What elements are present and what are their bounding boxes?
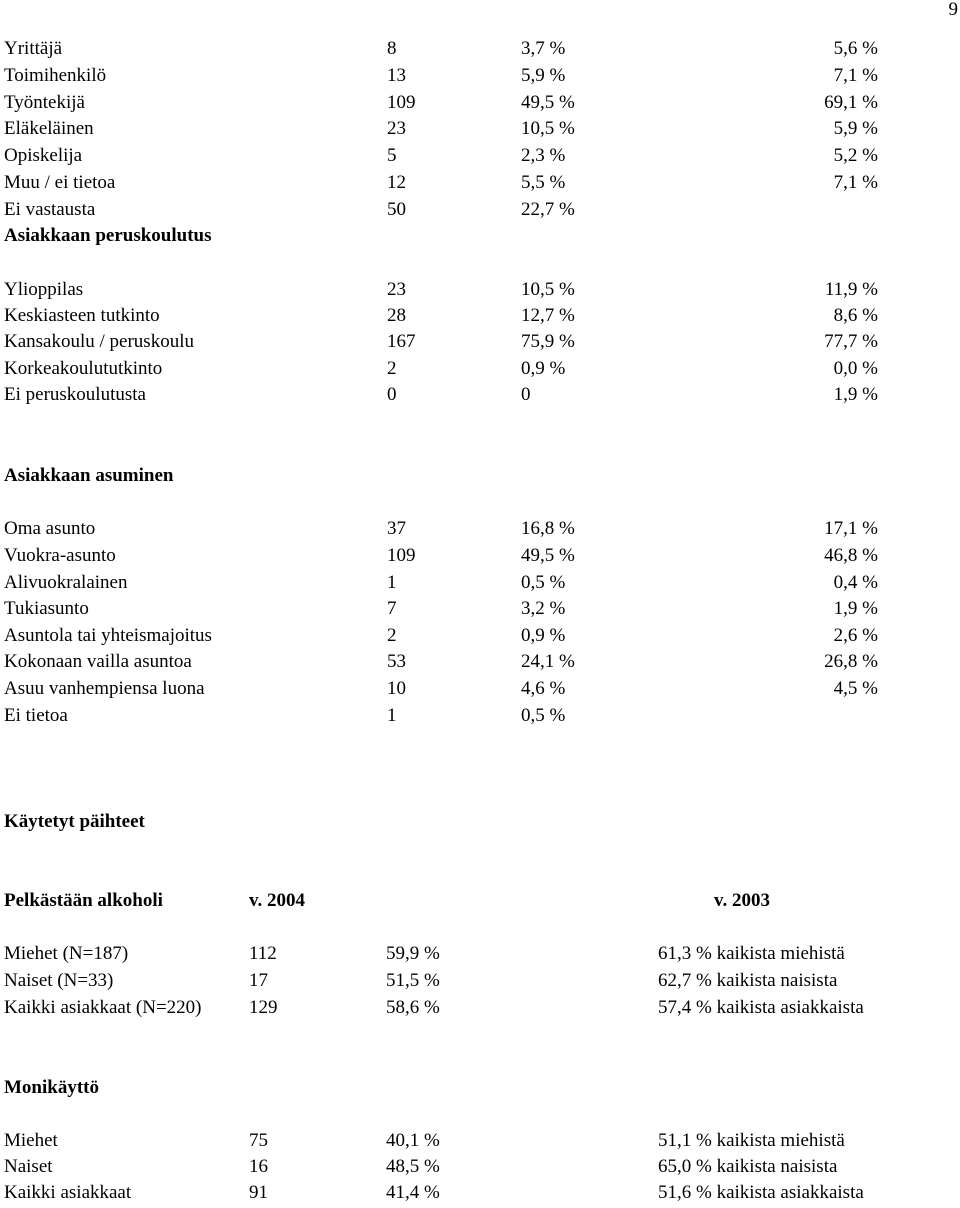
table-row: [0, 517, 960, 541]
row-percent: 0,9 %: [521, 358, 566, 379]
row-compare: 1,9 %: [833, 384, 878, 405]
table-row: [0, 704, 960, 728]
row-count: 28: [387, 305, 406, 326]
row-compare: 46,8 %: [824, 545, 878, 566]
row-compare: 26,8 %: [824, 651, 878, 672]
row-label: Miehet (N=187): [4, 943, 129, 964]
row-compare: 0,0 %: [833, 358, 878, 379]
row-label: Keskiasteen tutkinto: [4, 305, 160, 326]
row-count: 109: [387, 545, 416, 566]
row-percent: 3,7 %: [521, 38, 566, 59]
year-previous: v. 2003: [714, 890, 770, 911]
table-row: [0, 37, 960, 61]
row-label: Ei peruskoulutusta: [4, 384, 146, 405]
table-row: [0, 117, 960, 141]
row-percent: 51,5 %: [386, 970, 440, 991]
row-percent: 48,5 %: [386, 1156, 440, 1177]
row-percent: 3,2 %: [521, 598, 566, 619]
alcohol-heading: Pelkästään alkoholi: [4, 890, 163, 911]
row-count: 0: [387, 384, 397, 405]
row-percent: 2,3 %: [521, 145, 566, 166]
table-row: [0, 677, 960, 701]
row-percent: 41,4 %: [386, 1182, 440, 1203]
row-percent: 0: [521, 384, 531, 405]
row-label: Kokonaan vailla asuntoa: [4, 651, 192, 672]
row-compare: 4,5 %: [833, 678, 878, 699]
table-row: [0, 942, 960, 966]
row-count: 167: [387, 331, 416, 352]
row-compare: 69,1 %: [824, 92, 878, 113]
row-label: Kansakoulu / peruskoulu: [4, 331, 194, 352]
row-count: 8: [387, 38, 397, 59]
table-row: [0, 1155, 960, 1179]
row-count: 50: [387, 199, 406, 220]
row-label: Eläkeläinen: [4, 118, 94, 139]
row-count: 17: [249, 970, 268, 991]
table-row: [0, 304, 960, 328]
row-compare: 57,4 % kaikista asiakkaista: [658, 997, 864, 1018]
row-label: Yrittäjä: [4, 38, 63, 59]
row-count: 53: [387, 651, 406, 672]
row-label: Työntekijä: [4, 92, 85, 113]
row-label: Ylioppilas: [4, 279, 84, 300]
row-compare: 2,6 %: [833, 625, 878, 646]
row-count: 13: [387, 65, 406, 86]
table-row: [0, 624, 960, 648]
row-label: Vuokra-asunto: [4, 545, 116, 566]
row-label: Ei vastausta: [4, 199, 96, 220]
table-row: [0, 198, 960, 222]
row-percent: 49,5 %: [521, 92, 575, 113]
year-current: v. 2004: [249, 890, 305, 911]
row-percent: 4,6 %: [521, 678, 566, 699]
row-compare: 8,6 %: [833, 305, 878, 326]
row-compare: 7,1 %: [833, 65, 878, 86]
row-percent: 75,9 %: [521, 331, 575, 352]
row-compare: 5,6 %: [833, 38, 878, 59]
table-row: [0, 330, 960, 354]
table-row: [0, 171, 960, 195]
row-count: 129: [249, 997, 278, 1018]
row-percent: 24,1 %: [521, 651, 575, 672]
row-count: 2: [387, 625, 397, 646]
row-label: Naiset (N=33): [4, 970, 114, 991]
table-row: [0, 383, 960, 407]
table-row: [0, 1129, 960, 1153]
row-compare: 51,1 % kaikista miehistä: [658, 1130, 845, 1151]
row-label: Tukiasunto: [4, 598, 89, 619]
row-count: 91: [249, 1182, 268, 1203]
substances-heading: Käytetyt päihteet: [4, 811, 145, 832]
row-compare: 77,7 %: [824, 331, 878, 352]
row-compare: 1,9 %: [833, 598, 878, 619]
multi-use-heading: Monikäyttö: [4, 1077, 99, 1098]
education-heading: Asiakkaan peruskoulutus: [4, 225, 212, 246]
table-row: [0, 357, 960, 381]
row-label: Muu / ei tietoa: [4, 172, 116, 193]
table-row: [0, 571, 960, 595]
row-label: Naiset: [4, 1156, 53, 1177]
row-label: Asuu vanhempiensa luona: [4, 678, 205, 699]
row-percent: 12,7 %: [521, 305, 575, 326]
table-row: [0, 64, 960, 88]
row-count: 23: [387, 279, 406, 300]
table-row: [0, 91, 960, 115]
row-compare: 7,1 %: [833, 172, 878, 193]
row-compare: 11,9 %: [824, 279, 878, 300]
row-compare: 61,3 % kaikista miehistä: [658, 943, 845, 964]
row-label: Korkeakoulututkinto: [4, 358, 163, 379]
table-row: [0, 969, 960, 993]
row-percent: 40,1 %: [386, 1130, 440, 1151]
row-percent: 49,5 %: [521, 545, 575, 566]
row-percent: 5,5 %: [521, 172, 566, 193]
row-count: 23: [387, 118, 406, 139]
table-row: [0, 278, 960, 302]
row-label: Toimihenkilö: [4, 65, 107, 86]
row-percent: 5,9 %: [521, 65, 566, 86]
row-compare: 17,1 %: [824, 518, 878, 539]
row-label: Miehet: [4, 1130, 58, 1151]
row-percent: 10,5 %: [521, 279, 575, 300]
row-percent: 0,5 %: [521, 572, 566, 593]
row-percent: 16,8 %: [521, 518, 575, 539]
row-count: 37: [387, 518, 406, 539]
row-percent: 22,7 %: [521, 199, 575, 220]
row-label: Kaikki asiakkaat (N=220): [4, 997, 202, 1018]
row-count: 1: [387, 572, 397, 593]
row-percent: 10,5 %: [521, 118, 575, 139]
row-count: 1: [387, 705, 397, 726]
row-count: 12: [387, 172, 406, 193]
row-label: Asuntola tai yhteismajoitus: [4, 625, 212, 646]
row-label: Alivuokralainen: [4, 572, 128, 593]
alcohol-header-row: [0, 889, 960, 913]
row-count: 16: [249, 1156, 268, 1177]
row-compare: 51,6 % kaikista asiakkaista: [658, 1182, 864, 1203]
row-compare: 0,4 %: [833, 572, 878, 593]
housing-heading: Asiakkaan asuminen: [4, 465, 174, 486]
table-row: [0, 650, 960, 674]
row-percent: 0,5 %: [521, 705, 566, 726]
table-row: [0, 996, 960, 1020]
row-count: 10: [387, 678, 406, 699]
row-count: 112: [249, 943, 277, 964]
table-row: [0, 544, 960, 568]
table-row: [0, 144, 960, 168]
row-count: 7: [387, 598, 397, 619]
row-label: Oma asunto: [4, 518, 96, 539]
row-label: Ei tietoa: [4, 705, 68, 726]
row-compare: 5,2 %: [833, 145, 878, 166]
row-compare: 5,9 %: [833, 118, 878, 139]
row-count: 2: [387, 358, 397, 379]
row-percent: 59,9 %: [386, 943, 440, 964]
page-number: 9: [948, 0, 958, 20]
row-percent: 58,6 %: [386, 997, 440, 1018]
row-compare: 65,0 % kaikista naisista: [658, 1156, 838, 1177]
row-label: Opiskelija: [4, 145, 83, 166]
table-row: [0, 1181, 960, 1205]
row-percent: 0,9 %: [521, 625, 566, 646]
row-compare: 62,7 % kaikista naisista: [658, 970, 838, 991]
row-count: 109: [387, 92, 416, 113]
table-row: [0, 597, 960, 621]
row-label: Kaikki asiakkaat: [4, 1182, 132, 1203]
row-count: 75: [249, 1130, 268, 1151]
row-count: 5: [387, 145, 397, 166]
